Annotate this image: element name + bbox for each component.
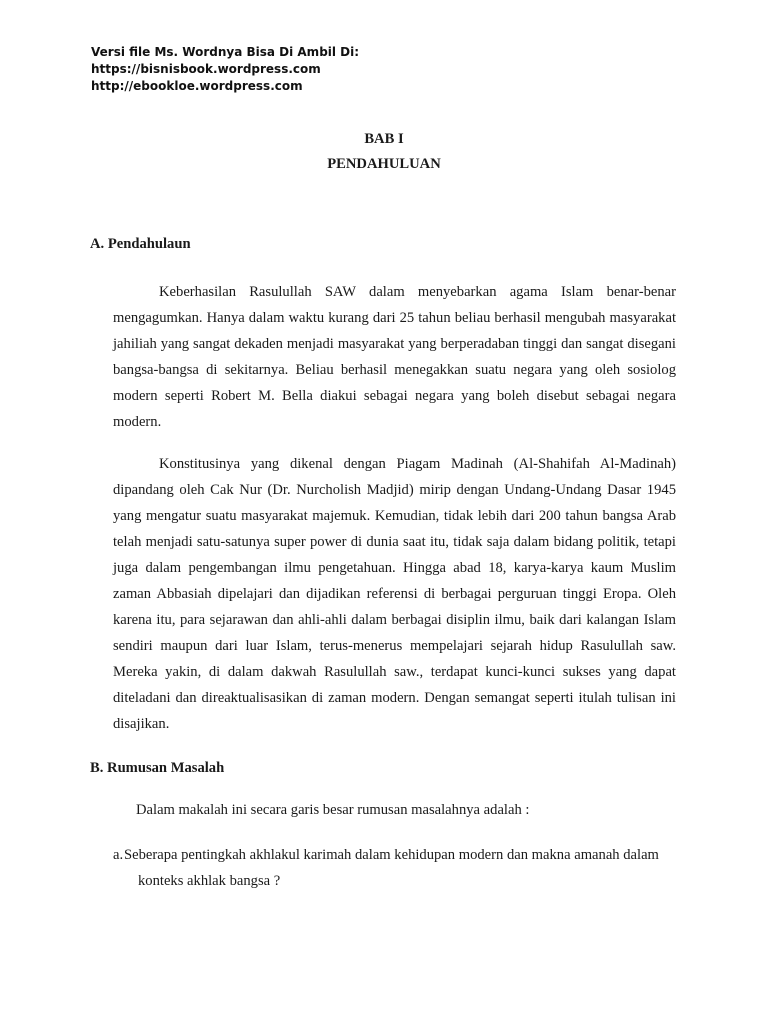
- list-item-text: Seberapa pentingkah akhlakul karimah dalam kehidupan modern dan makna amanah dalam: [124, 847, 659, 863]
- section-heading-b: B. Rumusan Masalah: [90, 760, 225, 776]
- section-heading-a: A. Pendahulaun: [90, 236, 191, 252]
- source-note-line: Versi file Ms. Wordnya Bisa Di Ambil Di:: [91, 45, 360, 59]
- list-item-continuation: konteks akhlak bangsa ?: [138, 873, 281, 889]
- source-link: http://ebookloe.wordpress.com: [91, 79, 303, 93]
- list-item: [113, 842, 683, 894]
- paragraph-1: Keberhasilan Rasulullah SAW dalam menyebarkan agama Islam benar-benar mengagumkan. Hanya dalam waktu kurang dari 25 tahun beliau berhasil mengubah masyarakat jahiliah yang sangat dekaden menjadi masyarakat yang berperadaban tinggi dan sangat disegani bangsa-bangsa di sekitarnya. Beliau berhasil menegakkan suatu negara yang oleh sosiolog modern seperti Robert M. Bella diakui sebagai negara yang boleh disebut sebagai negara modern.: [113, 284, 676, 430]
- problem-intro: Dalam makalah ini secara garis besar rumusan masalahnya adalah :: [136, 802, 530, 818]
- chapter-title: PENDAHULUAN: [327, 156, 441, 172]
- source-note: [91, 44, 359, 95]
- paragraph-2: Konstitusinya yang dikenal dengan Piagam Madinah (Al-Shahifah Al-Madinah) dipandang oleh Cak Nur (Dr. Nurcholish Madjid) mirip dengan Undang-Undang Dasar 1945 yang mengatur suatu masyarakat majemuk. Kemudian, tidak lebih dari 200 tahun bangsa Arab telah menjadi satu-satunya super power di dunia saat itu, tidak saja dalam bidang politik, tetapi juga dalam pengembangan ilmu pengetahuan. Hingga abad 18, karya-karya kaum Muslim zaman Abbasiah dipelajari dan dijadikan referensi di berbagai perguruan tinggi Eropa. Oleh karena itu, para sejarawan dan ahli-ahli dalam berbagai disiplin ilmu, baik dari kalangan Islam sendiri maupun dari luar Islam, terus-menerus mempelajari sejarah hidup Rasulullah saw. Mereka yakin, di dalam dakwah Rasulullah saw., terdapat kunci-kunci sukses yang dapat diteladani dan direaktualisasikan di zaman modern. Dengan semangat seperti itulah tulisan ini disajikan.: [113, 456, 676, 732]
- list-marker: a.: [113, 847, 124, 863]
- chapter-number: BAB I: [364, 131, 404, 147]
- source-link: https://bisnisbook.wordpress.com: [91, 62, 321, 76]
